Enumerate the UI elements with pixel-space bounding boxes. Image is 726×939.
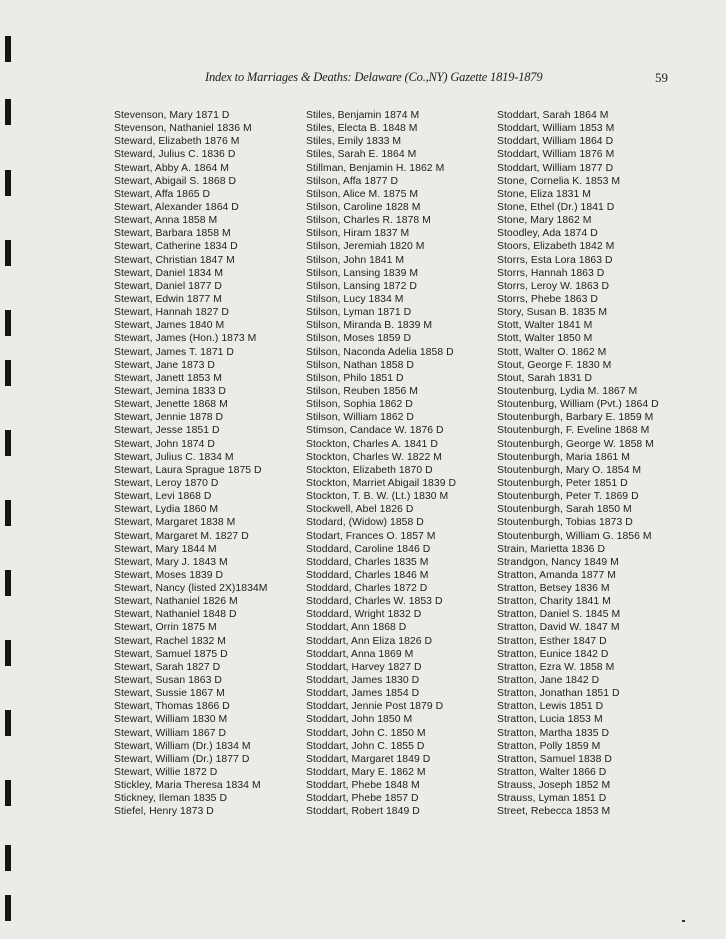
index-entry: Stoutenburgh, Mary O. 1854 M	[497, 464, 642, 476]
index-entry: Stewart, Julius C. 1834 M	[114, 451, 234, 463]
index-entry: Stoddart, Sarah 1864 M	[497, 110, 609, 121]
index-entry: Stewart, Leroy 1870 D	[114, 477, 219, 489]
index-entry: Stratton, Polly 1859 M	[497, 740, 601, 752]
index-entry: Stoutenburg, William (Pvt.) 1864 D	[497, 399, 659, 411]
index-entry: Stewart, James T. 1871 D	[114, 346, 234, 358]
index-entry: Stewart, Affa 1865 D	[114, 188, 211, 200]
index-entry: Stratton, David W. 1847 M	[497, 622, 620, 634]
index-entry: Stout, George F. 1830 M	[497, 359, 612, 371]
index-entry: Stewart, Willie 1872 D	[114, 767, 218, 779]
binder-hole-mark	[5, 310, 11, 336]
index-entry: Stewart, Abigail S. 1868 D	[114, 175, 237, 187]
index-entry: Stoddard, Charles 1835 M	[306, 556, 429, 568]
index-entry: Stratton, Charity 1841 M	[497, 596, 611, 608]
index-entry: Stilson, Nathan 1858 D	[306, 359, 414, 371]
index-entry: Stoddart, John C. 1855 D	[306, 740, 425, 752]
index-entry: Stiles, Benjamin 1874 M	[306, 110, 420, 121]
index-entry: Stratton, Jane 1842 D	[497, 675, 600, 687]
index-entry: Stratton, Lucia 1853 M	[497, 714, 603, 726]
index-entry: Steward, Elizabeth 1876 M	[114, 136, 240, 148]
index-entry: Stilson, Lansing 1839 M	[306, 267, 419, 279]
index-entry: Stoddart, Harvey 1827 D	[306, 661, 422, 673]
index-entry: Stodard, (Widow) 1858 D	[306, 517, 424, 529]
page-title: Index to Marriages & Deaths: Delaware (Co.,NY) Gazette 1819-1879	[205, 70, 543, 84]
binder-hole-mark	[5, 640, 11, 666]
index-entry: Stewart, Christian 1847 M	[114, 254, 235, 266]
index-entry: Stilson, Alice M. 1875 M	[306, 188, 419, 200]
index-entry: Stockton, T. B. W. (Lt.) 1830 M	[306, 491, 449, 503]
index-entry: Stone, Eliza 1831 M	[497, 188, 591, 200]
index-entry: Stewart, Margaret M. 1827 D	[114, 530, 249, 542]
index-entry: Storrs, Hannah 1863 D	[497, 267, 605, 279]
index-entry: Stewart, William 1830 M	[114, 714, 228, 726]
index-entry: Story, Susan B. 1835 M	[497, 307, 608, 319]
index-entry: Stilson, Moses 1859 D	[306, 333, 412, 345]
index-entry: Stewart, Abby A. 1864 M	[114, 162, 229, 174]
binder-hole-mark	[5, 570, 11, 596]
index-entry: Stilson, Affa 1877 D	[306, 175, 399, 187]
index-entry: Street, Rebecca 1853 M	[497, 806, 611, 818]
index-entry: Stiles, Sarah E. 1864 M	[306, 149, 417, 161]
index-entry: Stewart, Daniel 1877 D	[114, 280, 222, 292]
index-entry: Stewart, Sussie 1867 M	[114, 688, 225, 700]
binder-hole-mark	[5, 845, 11, 871]
index-entry: Stratton, Amanda 1877 M	[497, 569, 616, 581]
index-entry: Stott, Walter 1841 M	[497, 320, 593, 332]
index-entry: Stockton, Charles W. 1822 M	[306, 451, 442, 463]
index-entry: Stoddart, Mary E. 1862 M	[306, 767, 426, 779]
index-entry: Stone, Ethel (Dr.) 1841 D	[497, 201, 615, 213]
index-entry: Stoddart, William 1877 D	[497, 162, 614, 174]
index-entry: Stratton, Daniel S. 1845 M	[497, 609, 621, 621]
index-entry: Strandgon, Nancy 1849 M	[497, 556, 619, 568]
index-entry: Storrs, Phebe 1863 D	[497, 293, 598, 305]
index-entry: Stilson, Philo 1851 D	[306, 372, 404, 384]
scan-speck	[682, 920, 685, 922]
index-entry: Stoddart, Jennie Post 1879 D	[306, 701, 444, 713]
index-entry: Stilson, Naconda Adelia 1858 D	[306, 346, 454, 358]
index-entry: Stiefel, Henry 1873 D	[114, 806, 214, 818]
index-entry: Stratton, Martha 1835 D	[497, 727, 610, 739]
index-entry: Stiles, Electa B. 1848 M	[306, 123, 418, 135]
index-entry: Stoutenburgh, George W. 1858 M	[497, 438, 654, 450]
index-entry: Stratton, Samuel 1838 D	[497, 753, 612, 765]
index-entry: Stoutenburgh, F. Eveline 1868 M	[497, 425, 650, 437]
index-entry: Stoddart, Ann 1868 D	[306, 622, 407, 634]
index-entry: Stewart, Jennie 1878 D	[114, 412, 224, 424]
index-entry: Stoutenburgh, Peter 1851 D	[497, 477, 628, 489]
binder-hole-mark	[5, 430, 11, 456]
index-entry: Stoddard, Charles 1872 D	[306, 583, 428, 595]
index-entry: Stewart, William (Dr.) 1877 D	[114, 753, 250, 765]
index-entry: Stoddart, James 1830 D	[306, 675, 420, 687]
index-entry: Stewart, Rachel 1832 M	[114, 635, 226, 647]
binder-hole-mark	[5, 360, 11, 386]
index-entry: Stilson, John 1841 M	[306, 254, 405, 266]
index-entry: Stewart, Levi 1868 D	[114, 491, 212, 503]
index-entry: Storrs, Esta Lora 1863 D	[497, 254, 613, 266]
index-entry: Stewart, Nathaniel 1848 D	[114, 609, 237, 621]
index-entry: Stewart, Samuel 1875 D	[114, 648, 228, 660]
index-entry: Stone, Mary 1862 M	[497, 215, 592, 227]
index-entry: Stratton, Ezra W. 1858 M	[497, 661, 615, 673]
index-entry: Stoors, Elizabeth 1842 M	[497, 241, 615, 253]
index-entry: Stoddard, Wright 1832 D	[306, 609, 422, 621]
index-entry: Stewart, Lydia 1860 M	[114, 504, 219, 516]
binder-hole-mark	[5, 99, 11, 125]
index-entry: Stewart, Janett 1853 M	[114, 372, 222, 384]
index-entry: Stewart, Orrin 1875 M	[114, 622, 217, 634]
index-entry: Stratton, Jonathan 1851 D	[497, 688, 620, 700]
index-entry: Stilson, William 1862 D	[306, 412, 414, 424]
index-entry: Stilson, Miranda B. 1839 M	[306, 320, 433, 332]
binder-hole-mark	[5, 500, 11, 526]
page-number: 59	[655, 70, 668, 85]
index-entry: Stockton, Charles A. 1841 D	[306, 438, 438, 450]
index-entry: Stratton, Walter 1866 D	[497, 767, 607, 779]
binder-hole-mark	[5, 895, 11, 921]
index-entry: Stilson, Charles R. 1878 M	[306, 215, 431, 227]
index-entry: Stoddart, John 1850 M	[306, 714, 413, 726]
binder-hole-mark	[5, 36, 11, 62]
index-entry: Stilson, Hiram 1837 M	[306, 228, 410, 240]
index-entry: Stewart, Edwin 1877 M	[114, 293, 222, 305]
index-entry: Stewart, Anna 1858 M	[114, 215, 218, 227]
binder-hole-mark	[5, 780, 11, 806]
binder-hole-mark	[5, 170, 11, 196]
index-entry: Stewart, Catherine 1834 D	[114, 241, 238, 253]
index-entry: Stratton, Esther 1847 D	[497, 635, 607, 647]
index-entry: Stoddard, Charles 1846 M	[306, 569, 429, 581]
index-entry: Stilson, Lucy 1834 M	[306, 293, 404, 305]
index-entry: Stoddart, John C. 1850 M	[306, 727, 426, 739]
index-entry: Stewart, William (Dr.) 1834 M	[114, 740, 251, 752]
index-entry: Steward, Julius C. 1836 D	[114, 149, 236, 161]
index-entry: Stilson, Reuben 1856 M	[306, 385, 419, 397]
index-entry: Strauss, Lyman 1851 D	[497, 793, 607, 805]
index-entry: Stilson, Lyman 1871 D	[306, 307, 412, 319]
index-entry: Stilson, Caroline 1828 M	[306, 201, 421, 213]
index-column-3	[497, 109, 697, 819]
index-entry: Stewart, Barbara 1858 M	[114, 228, 231, 240]
index-entry: Stewart, James (Hon.) 1873 M	[114, 333, 257, 345]
index-entry: Stratton, Lewis 1851 D	[497, 701, 604, 713]
index-entry: Stout, Sarah 1831 D	[497, 372, 593, 384]
index-entry: Stewart, Jenette 1868 M	[114, 399, 228, 411]
index-entry: Stoutenburgh, Peter T. 1869 D	[497, 491, 639, 503]
index-entry: Stewart, James 1840 M	[114, 320, 225, 332]
index-entry: Stimson, Candace W. 1876 D	[306, 425, 444, 437]
index-entry: Stilson, Jeremiah 1820 M	[306, 241, 425, 253]
index-entry: Stickley, Maria Theresa 1834 M	[114, 780, 261, 792]
index-entry: Stoutenburgh, Tobias 1873 D	[497, 517, 633, 529]
index-column-2	[306, 109, 506, 819]
binder-hole-mark	[5, 240, 11, 266]
index-entry: Stillman, Benjamin H. 1862 M	[306, 162, 445, 174]
index-column-1	[114, 109, 314, 819]
index-entry: Stewart, Mary 1844 M	[114, 543, 217, 555]
index-entry: Stevenson, Mary 1871 D	[114, 110, 230, 121]
index-entry: Stevenson, Nathaniel 1836 M	[114, 123, 252, 135]
index-entry: Stoutenburgh, Maria 1861 M	[497, 451, 630, 463]
index-entry: Stilson, Lansing 1872 D	[306, 280, 417, 292]
index-entry: Stoddart, Margaret 1849 D	[306, 753, 431, 765]
index-entry: Stewart, Hannah 1827 D	[114, 307, 229, 319]
index-entry: Stoddart, Phebe 1848 M	[306, 780, 420, 792]
index-entry: Strauss, Joseph 1852 M	[497, 780, 611, 792]
index-entry: Stockton, Elizabeth 1870 D	[306, 464, 433, 476]
index-entry: Stewart, Sarah 1827 D	[114, 661, 221, 673]
index-entry: Stewart, Jane 1873 D	[114, 359, 215, 371]
index-entry: Stoodley, Ada 1874 D	[497, 228, 598, 240]
index-entry: Stoddart, James 1854 D	[306, 688, 420, 700]
index-entry: Stewart, Mary J. 1843 M	[114, 556, 228, 568]
index-entry: Stockton, Marriet Abigail 1839 D	[306, 477, 457, 489]
index-entry: Stott, Walter O. 1862 M	[497, 346, 607, 358]
index-entry: Stilson, Sophia 1862 D	[306, 399, 413, 411]
index-entry: Stewart, Jesse 1851 D	[114, 425, 220, 437]
index-entry: Stoddard, Caroline 1846 D	[306, 543, 431, 555]
index-entry: Stoddart, William 1853 M	[497, 123, 615, 135]
index-entry: Stratton, Eunice 1842 D	[497, 648, 609, 660]
index-entry: Stoddart, Phebe 1857 D	[306, 793, 419, 805]
index-entry: Stoddart, William 1876 M	[497, 149, 615, 161]
index-entry: Stockwell, Abel 1826 D	[306, 504, 414, 516]
index-entry: Stoddart, Robert 1849 D	[306, 806, 420, 818]
index-entry: Stodart, Frances O. 1857 M	[306, 530, 436, 542]
index-entry: Stewart, Jemina 1833 D	[114, 385, 226, 397]
index-entry: Stoutenburgh, Sarah 1850 M	[497, 504, 632, 516]
index-entry: Stott, Walter 1850 M	[497, 333, 593, 345]
index-entry: Stickney, Ileman 1835 D	[114, 793, 228, 805]
index-entry: Stewart, Thomas 1866 D	[114, 701, 230, 713]
index-entry: Stoddart, Anna 1869 M	[306, 648, 414, 660]
index-entry: Stewart, William 1867 D	[114, 727, 227, 739]
index-entry: Stoutenburgh, William G. 1856 M	[497, 530, 652, 542]
index-entry: Stewart, Daniel 1834 M	[114, 267, 224, 279]
index-entry: Stewart, John 1874 D	[114, 438, 215, 450]
index-entry: Stewart, Susan 1863 D	[114, 675, 222, 687]
index-entry: Stoddart, William 1864 D	[497, 136, 614, 148]
index-entry: Stewart, Nathaniel 1826 M	[114, 596, 238, 608]
index-entry: Stiles, Emily 1833 M	[306, 136, 402, 148]
index-entry: Stoddard, Charles W. 1853 D	[306, 596, 443, 608]
index-entry: Stoutenburg, Lydia M. 1867 M	[497, 385, 638, 397]
index-entry: Stewart, Margaret 1838 M	[114, 517, 236, 529]
index-entry: Stewart, Moses 1839 D	[114, 569, 224, 581]
index-entry: Stone, Cornelia K. 1853 M	[497, 175, 621, 187]
index-entry: Stewart, Nancy (listed 2X)1834M	[114, 583, 268, 595]
index-entry: Strain, Marietta 1836 D	[497, 543, 605, 555]
binder-hole-mark	[5, 710, 11, 736]
index-entry: Stewart, Alexander 1864 D	[114, 201, 239, 213]
index-entry: Stratton, Betsey 1836 M	[497, 583, 610, 595]
index-entry: Stoutenburgh, Barbary E. 1859 M	[497, 412, 654, 424]
index-entry: Stewart, Laura Sprague 1875 D	[114, 464, 262, 476]
index-entry: Storrs, Leroy W. 1863 D	[497, 280, 610, 292]
index-entry: Stoddart, Ann Eliza 1826 D	[306, 635, 433, 647]
